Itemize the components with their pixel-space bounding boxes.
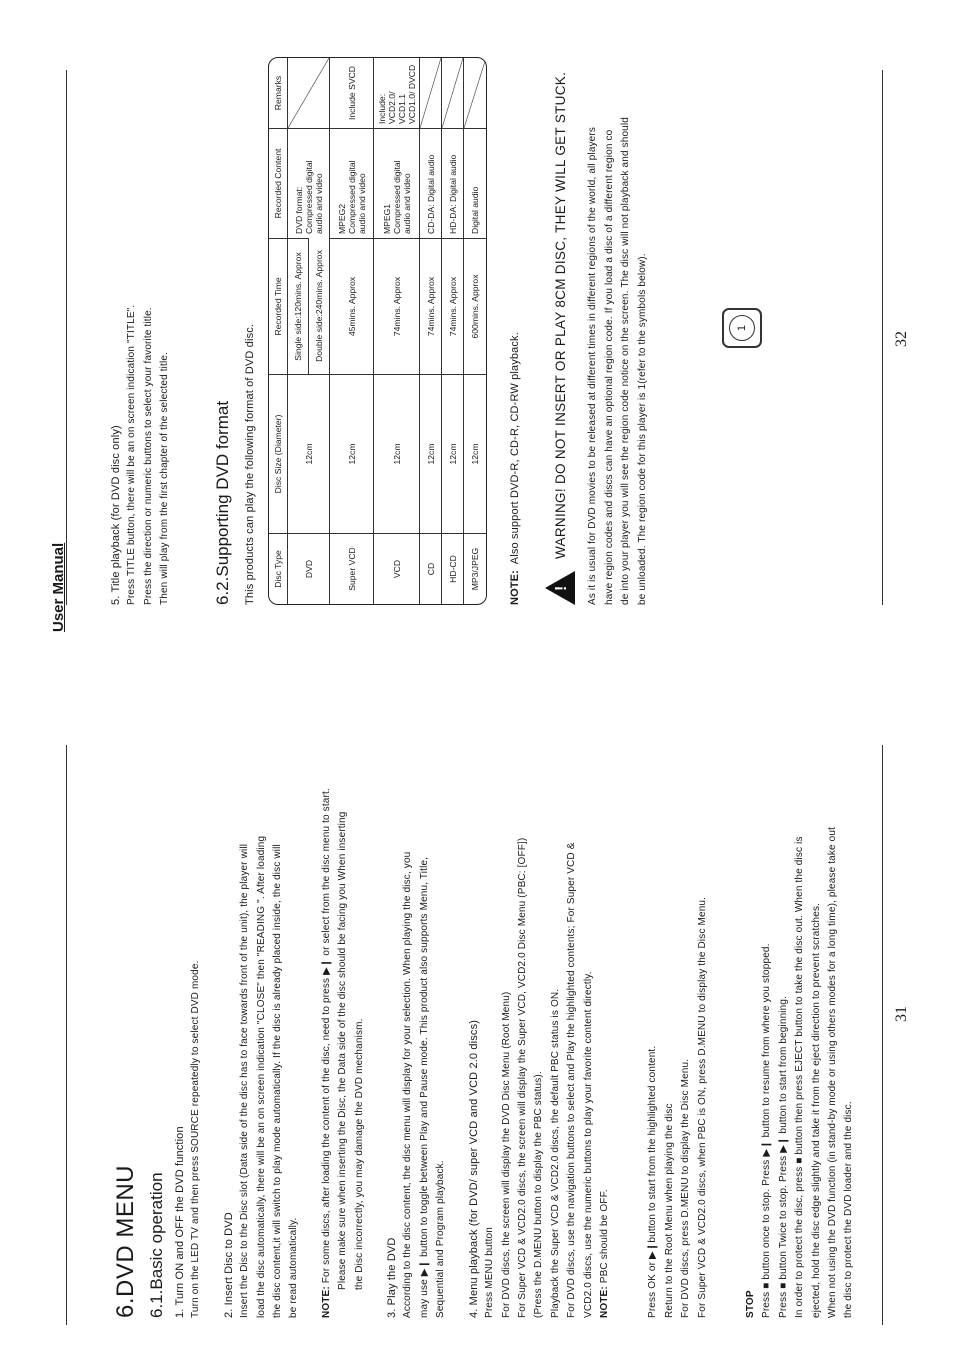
note-label: NOTE:	[320, 1286, 332, 1318]
right-bottom-rule	[882, 70, 883, 605]
cell-time: 74mins. Approx	[420, 238, 442, 374]
stop-line: Press ■ button Twice to stop. Press ▶❙ button to start from beginning.	[777, 995, 789, 1318]
step2-line: Insert the Disc to the Disc slot (Data side of the disc has to face towards front of the unit), the player will	[239, 843, 251, 1318]
step3-line: may use ▶❙ button to toggle between Play and Pause mode. This product also supports Menu, Title,	[418, 856, 430, 1318]
region-code-number: 1	[729, 315, 755, 341]
cell-remarks-empty	[420, 58, 442, 128]
cell-time: 600mins. Approx	[464, 238, 486, 374]
step5-line: Then will play from the first chapter of the selected title.	[159, 352, 171, 605]
step2-title: 2. Insert Disc to DVD	[222, 1212, 235, 1318]
left-bottom-rule	[882, 745, 883, 1325]
running-header	[50, 543, 68, 632]
table-row	[374, 58, 420, 604]
format-intro: This products can play the following format of DVD disc.	[243, 323, 256, 605]
step5-title: 5. Title playback (for DVD disc only)	[110, 425, 122, 605]
stop-line: Press ■ button once to stop. Press ▶❙ button to resume from where you stopped.	[761, 943, 773, 1318]
step4-line: For DVD discs, use the navigation buttons to select and Play the highlighted contents; For Super VCD &	[566, 842, 578, 1318]
warning-icon: !	[545, 571, 575, 605]
cell-content: MPEG1 Compressed digital audio and video	[374, 128, 420, 238]
cell-time: 74mins. Approx	[442, 238, 464, 374]
cell-time: Double side:240mins. Approx	[309, 238, 330, 374]
cell-size: 12cm	[374, 374, 420, 533]
table-header: Recorded Time	[269, 238, 288, 374]
step3-line: Sequential and Program playback.	[435, 1160, 447, 1318]
table-row	[420, 58, 442, 604]
page-title: 6.DVD MENU	[112, 1164, 139, 1318]
cell-remarks-empty	[288, 58, 330, 128]
table-header: Remarks	[269, 58, 288, 128]
table-header: Disc Type	[269, 533, 288, 604]
region-code-icon	[722, 308, 762, 348]
cell-content: MPEG2 Compressed digital audio and video	[330, 128, 374, 238]
stop-line: In order to protect the disc, press ■ button then press EJECT button to take the disc out. When the disc is	[794, 836, 806, 1318]
cell-remarks-empty	[442, 58, 464, 128]
step1-line: Turn on the LED TV and then press SOURCE repeatedly to select DVD mode.	[190, 960, 202, 1318]
note-label: NOTE:	[598, 1286, 610, 1318]
cell-time: 45mins. Approx	[330, 238, 374, 374]
note2-text: PBC should be OFF.	[598, 1189, 610, 1284]
step5-line: Press TITLE button, there will be an on screen indication "TITLE".	[126, 304, 138, 605]
format-table	[268, 57, 487, 605]
note1-text: For some discs, after loading the content of the disc, need to press ▶❙ or select from the disc menu to start.	[320, 788, 332, 1284]
cell-content: HD-DA: Digital audio	[442, 128, 464, 238]
cell-type: HD-CD	[442, 533, 464, 604]
note2-line	[597, 718, 613, 1318]
step2-line: the disc content,it will switch to play mode automatically. If the disc is already placed inside, the disc will	[272, 844, 284, 1318]
step1-title: 1. Turn ON and OFF the DVD function	[174, 1126, 186, 1318]
region-line: As it is usual for DVD movies to be released at different times in different regions of the world, all players	[587, 126, 599, 605]
table-header: Recorded Content	[269, 128, 288, 238]
format-note-text: Also support DVD-R, CD-R, CD-RW playback.	[509, 332, 522, 565]
cell-type: VCD	[374, 533, 420, 604]
step4-title: 4. Menu playback (for DVD/ super VCD and VCD 2.0 discs)	[467, 1019, 480, 1318]
section-title-format: 6.2.Supporting DVD format	[212, 400, 232, 605]
step3-line: According to the disc content, the disc menu will display for your selection. When playing the disc, you	[402, 851, 414, 1318]
right-page-content	[108, 45, 651, 605]
region-line: have region codes and discs can have an optional region code. If you load a disc of a different region co	[603, 129, 615, 605]
stop-line: When not using the DVD function (in stand-by mode or using others modes for a long time), please take out	[827, 826, 838, 1318]
cell-time: 74mins. Approx	[374, 238, 420, 374]
cell-type: CD	[420, 533, 442, 604]
left-page-content	[112, 718, 858, 1318]
table-header-row	[269, 58, 288, 604]
stop-title: STOP	[744, 1290, 756, 1318]
ok-line: Press OK or ▶❙button to start from the highlighted content.	[647, 1045, 659, 1318]
table-row	[330, 58, 374, 604]
cell-remarks: Include: VCD2.0/ VCD1.1 VCD1.0/ DVCD	[374, 58, 420, 128]
ok-line: For Super VCD & VCD2.0 discs, when PBC is ON, press D.MENU to display the Disc Menu.	[696, 896, 708, 1318]
cell-content: Digital audio	[464, 128, 486, 238]
cell-remarks: Include SVCD	[330, 58, 374, 128]
page-number-32: 32	[893, 331, 910, 347]
warning-row	[545, 45, 575, 605]
step3-title: 3. Play the DVD	[386, 1237, 399, 1318]
table-header: Disc Size (Diameter)	[269, 374, 288, 533]
region-line: be unloaded. The region code for this player is 1(refer to the symbols below).	[636, 253, 648, 605]
cell-time: Single side:120mins. Approx	[288, 238, 309, 374]
region-line: de into your player you will see the region code notice on the screen. The disc will not playback and should	[620, 117, 632, 605]
note-label: NOTE:	[509, 570, 522, 605]
step4-line: For Super VCD & VCD2.0 discs, the screen will display the Super VCD, VCD2.0 Disc Menu (PBC: [OFF])	[516, 837, 528, 1318]
section-title-basic: 6.1.Basic operation	[147, 1172, 166, 1318]
note1-line	[319, 718, 335, 1318]
page-number-31: 31	[893, 1006, 910, 1022]
table-row	[442, 58, 464, 604]
left-top-rule	[66, 745, 67, 1325]
table-row	[288, 58, 309, 604]
cell-remarks-empty	[464, 58, 486, 128]
step2-line: load the disc automatically, there will be an on screen indication "CLOSE" then "READING ". After loading	[255, 835, 267, 1318]
cell-size: 12cm	[464, 374, 486, 533]
step4-line: (Press the D.MENU button to display the PBC status).	[533, 1071, 545, 1318]
step4-line: For DVD discs, the screen will display the DVD Disc Menu (Root Menu)	[500, 991, 512, 1318]
cell-size: 12cm	[442, 374, 464, 533]
cell-content: CD-DA: Digital audio	[420, 128, 442, 238]
cell-type: Super VCD	[330, 533, 374, 604]
warning-text: WARNING! DO NOT INSERT OR PLAY 8CM DISC, THEY WILL GET STUCK.	[552, 71, 568, 559]
step4-line: Playback the Super VCD & VCD2.0 discs, the default PBC status is ON.	[549, 988, 561, 1318]
stop-line: the disc to protect the DVD loader and the disc.	[843, 1101, 855, 1318]
step4-line: Press MENU button	[484, 1227, 496, 1318]
right-top-rule	[66, 70, 67, 605]
cell-size: 12cm	[288, 374, 330, 533]
table-row	[464, 58, 486, 604]
stop-line: ejected, hold the disc edge slightly and take it from the eject direction to prevent scratches.	[810, 902, 822, 1318]
cell-size: 12cm	[330, 374, 374, 533]
step2-line: be read automatically.	[288, 1217, 300, 1318]
step5-line: Press the direction or numeric buttons to select your favorite title.	[142, 307, 154, 605]
note1-line: Please make sure when inserting the Disc, the Data side of the disc should be facing you When inserting	[337, 811, 349, 1290]
header-title: User Manual	[50, 542, 67, 632]
ok-line: For DVD discs, press D.MENU to display the Disc Menu.	[680, 1058, 692, 1318]
cell-type: DVD	[288, 533, 330, 604]
note1-line: the Disc incorrectly, you may damage the DVD mechanism.	[353, 1018, 365, 1290]
ok-line: Return to the Root Menu when playing the disc	[663, 1103, 675, 1318]
format-note	[507, 45, 523, 605]
cell-size: 12cm	[420, 374, 442, 533]
cell-content: DVD format: Compressed digital audio and video	[288, 128, 330, 238]
step4-line: VCD2.0 discs, use the numeric buttons to play your favorite content directly.	[582, 971, 594, 1318]
cell-type: MP3/JPEG	[464, 533, 486, 604]
